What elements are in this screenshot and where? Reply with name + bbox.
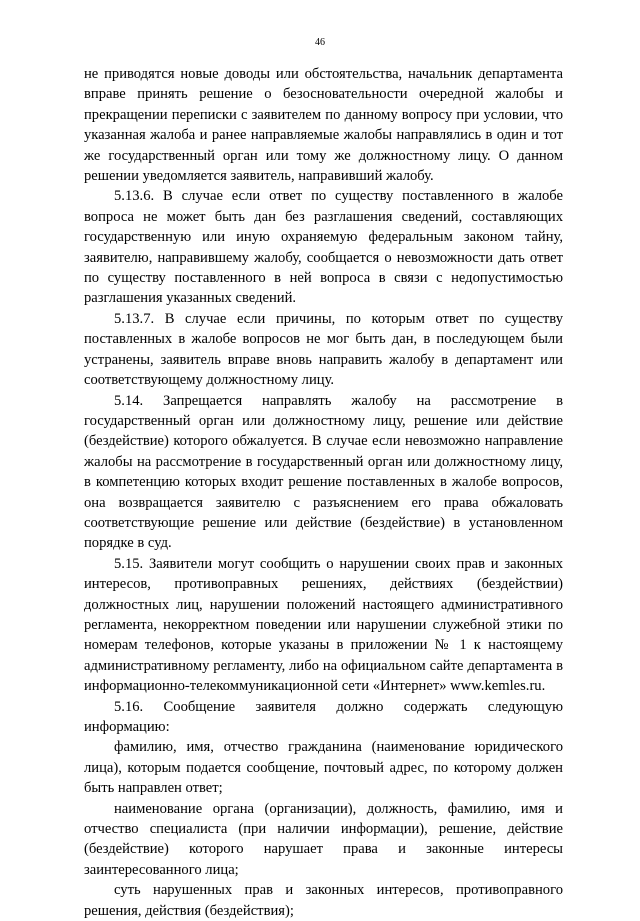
document-body [84, 64, 563, 921]
paragraph-item-violated-rights: суть нарушенных прав и законных интересов, противоправного решения, действия (бездействия); [84, 882, 563, 919]
paragraph-5-13-6: 5.13.6. В случае если ответ по существу поставленного в жалобе вопроса не может быть дан без разглашения сведений, составляющих государственную или иную охраняемую федеральным законом тайну, заявителю, направившему жалобу, сообщается о невозможности дать ответ по существу поставленного в ней вопроса в связи с недопустимостью разглашения указанных сведений. [84, 188, 563, 307]
paragraph-item-applicant-name: фамилию, имя, отчество гражданина (наименование юридического лица), которым подается сообщение, почтовый адрес, по которому должен быть направлен ответ; [84, 739, 563, 797]
paragraph-5-14: 5.14. Запрещается направлять жалобу на рассмотрение в государственный орган или должностному лицу, решение или действие (бездействие) которого обжалуется. В случае если невозможно направление жалобы на рассмотрение в государственный орган или должностному лицу, в компетенцию которых входит решение поставленных в жалобе вопросов, она возвращается заявителю с разъяснением его права обжаловать соответствующие решение или действие (бездействие) в установленном порядке в суд. [84, 392, 563, 552]
paragraph-continuation: не приводятся новые доводы или обстоятельства, начальник департамента вправе принять решение о безосновательности очередной жалобы и прекращении переписки с заявителем по данному вопросу при условии, что указанная жалоба и ранее направляемые жалобы направлялись в один и тот же государственный орган или тому же должностному лицу. О данном решении уведомляется заявитель, направивший жалобу. [84, 66, 563, 185]
paragraph-5-15: 5.15. Заявители могут сообщить о нарушении своих прав и законных интересов, противоправных решениях, действиях (бездействии) должностных лиц, нарушении положений настоящего административного регламента, некорректном поведении или нарушении служебной этики по номерам телефонов, которые указаны в приложении № 1 к настоящему административному регламенту, либо на официальном сайте департамента в информационно-телекоммуникационной сети «Интернет» www.kemles.ru. [84, 555, 563, 695]
paragraph-5-13-7: 5.13.7. В случае если причины, по которым ответ по существу поставленных в жалобе вопросов не мог быть дан, в последующем были устранены, заявитель вправе вновь направить жалобу в департамент или соответствующему должностному лицу. [84, 310, 563, 389]
paragraph-5-16: 5.16. Сообщение заявителя должно содержать следующую информацию: [84, 698, 563, 735]
paragraph-item-organization: наименование органа (организации), должность, фамилию, имя и отчество специалиста (при наличии информации), решение, действие (бездействие) которого нарушает права и законные интересы заинтересованного лица; [84, 800, 563, 878]
page-number: 46 [315, 37, 325, 48]
